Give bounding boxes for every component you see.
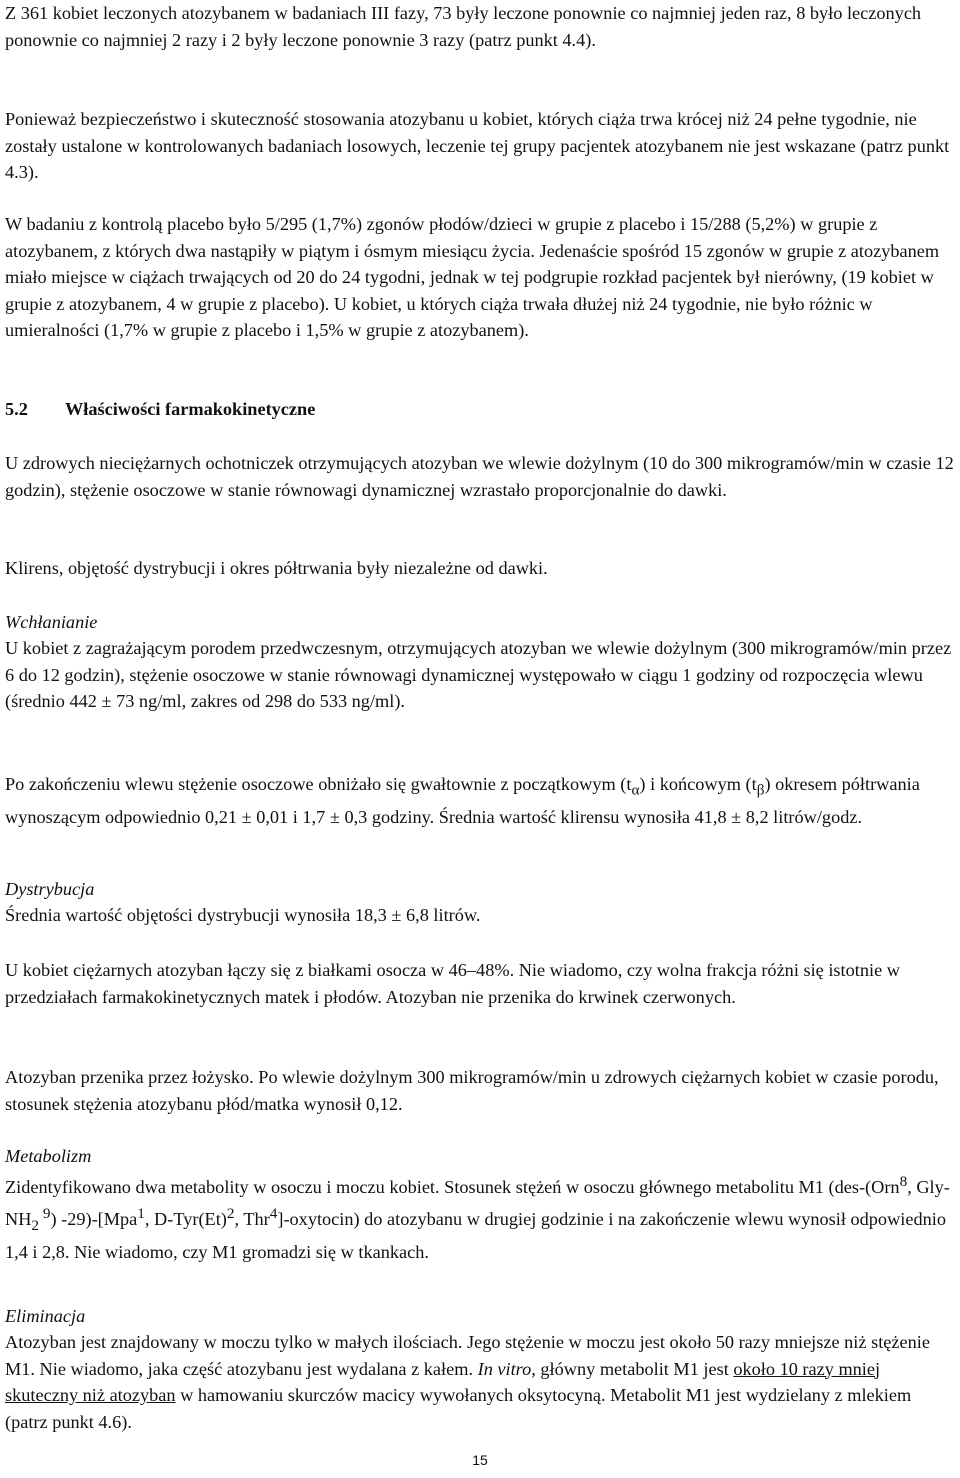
paragraph-safety-under-24-weeks: Ponieważ bezpieczeństwo i skuteczność stosowania atozybanu u kobiet, których ciąża trwa krócej niż 24 pełne tygodnie, nie zostały ustalone w kontrolowanych badaniach losowych, leczenie tej grupy pacjentek atozybanem nie jest wskazane (patrz punkt 4.3). [5,109,950,182]
text-run: , Gly-NH [5,1177,950,1229]
text-run: , Thr [234,1208,270,1229]
text-run: w hamowaniu skurczów macicy wywołanych oksytocyną. Metabolit M1 jest wydzielany z mlekiem (patrz punkt 4.6). [5,1385,912,1432]
section-number: 5.2 [5,399,28,419]
superscript: 4 [269,1204,278,1222]
superscript: 2 [226,1204,235,1222]
section-heading [5,396,955,423]
text-run: ) -29)-[Mpa [50,1208,138,1229]
text-run: Po zakończeniu wlewu stężenie osoczowe obniżało się gwałtownie z początkowym (t [5,774,632,794]
paragraph-retreatment: Z 361 kobiet leczonych atozybanem w badaniach III fazy, 73 były leczone ponownie co najmniej jeden raz, 8 było leczonych ponownie co najmniej 2 razy i 2 były leczone ponownie 3 razy (patrz punkt 4.4). [5,3,922,50]
text-run: , D-Tyr(Et) [144,1208,227,1229]
text-run: ) i końcowym (t [639,774,757,794]
text-run: Zidentyfikowano dwa metabolity w osoczu i moczu kobiet. Stosunek stężeń w osoczu głównego metabolitu M1 (des-(Orn [5,1177,900,1198]
paragraph-metabolites [5,1169,955,1265]
page-number: 15 [472,1452,488,1468]
superscript: 8 [899,1173,908,1190]
paragraph-protein-binding: U kobiet ciężarnych atozyban łączy się z białkami osocza w 46–48%. Nie wiadomo, czy wolna frakcja różni się istotnie w przedziałach farmakokinetycznych matek i płodów. Atozyban nie przenika do krwinek czerwonych. [5,960,900,1007]
subheading-elimination: Eliminacja [5,1306,86,1326]
underlined-text: około 10 razy mniej skuteczny niż atozyban [5,1358,881,1405]
subheading-absorption: Wchłanianie [5,612,98,632]
paragraph-healthy-volunteers: U zdrowych nieciężarnych ochotniczek otrzymujących atozyban we wlewie dożylnym (10 do 300 mikrogramów/min w czasie 12 godzin), stężenie osoczowe w stanie równowagi dynamicznej wzrastało proporcjonalnie do dawki. [5,453,954,500]
text-run: Atozyban jest znajdowany w moczu tylko w małych ilościach. Jego stężenie w moczu jest około 50 razy mniejsze niż stężenie M1. Nie wiadomo, jaka część atozybanu jest wydalana z kałem. [5,1332,930,1379]
paragraph-elimination [5,1329,955,1435]
subheading-metabolism: Metabolizm [5,1146,92,1166]
paragraph-volume-distribution: Średnia wartość objętości dystrybucji wynosiła 18,3 ± 6,8 litrów. [5,905,481,925]
superscript: 1 [137,1204,145,1222]
text-run: , główny metabolit M1 jest [531,1358,734,1379]
subscript-alpha: α [631,781,640,799]
subscript-beta: β [756,781,765,799]
italic-in-vitro: In vitro [477,1358,532,1379]
text-run: ) okresem półtrwania wynoszącym odpowiednio 0,21 ± 0,01 i 1,7 ± 0,3 godziny. Średnia wartość klirensu wynosiła 41,8 ± 8,2 litrów/godz. [5,774,920,828]
paragraph-absorption: U kobiet z zagrażającym porodem przedwczesnym, otrzymujących atozyban we wlewie dożylnym (300 mikrogramów/min przez 6 do 12 godzin), stężenie osoczowe w stanie równowagi dynamicznej występowało w ciągu 1 godziny od rozpoczęcia wlewu (średnio 442 ± 73 ng/ml, zakres od 298 do 533 ng/ml). [5,638,952,711]
paragraph-clearance: Klirens, objętość dystrybucji i okres półtrwania były niezależne od dawki. [5,558,548,578]
subscript: 2 [31,1216,40,1234]
subheading-distribution: Dystrybucja [5,879,95,899]
paragraph-half-life [5,771,955,831]
text-run: ]-oxytocin) do atozybanu w drugiej godzinie i na zakończenie wlewu wynosił odpowiednio 1,4 i 2,8. Nie wiadomo, czy M1 gromadzi się w tkankach. [5,1208,946,1262]
section-title: Właściwości farmakokinetyczne [65,399,316,419]
paragraph-placebo-deaths: W badaniu z kontrolą placebo było 5/295 (1,7%) zgonów płodów/dzieci w grupie z placebo i 15/288 (5,2%) w grupie z atozybanem, z których dwa nastąpiły w piątym i ósmym miesiącu życia. Jedenaście spośród 15 zgonów w grupie z atozybanem miało miejsce w ciążach trwających od 20 do 24 tygodni, jednak w tej podgrupie rozkład pacjentek był nierówny, (19 kobiet w grupie z atozybanem, 4 w grupie z placebo). U kobiet, u których ciąża trwała dłużej niż 24 tygodnie, nie było różnic w umieralności (1,7% w grupie z placebo i 1,5% w grupie z atozybanem). [5,214,940,340]
paragraph-placenta: Atozyban przenika przez łożysko. Po wlewie dożylnym 300 mikrogramów/min u zdrowych ciężarnych kobiet w czasie porodu, stosunek stężenia atozybanu płód/matka wynosił 0,12. [5,1067,939,1114]
superscript: 9 [39,1204,51,1222]
